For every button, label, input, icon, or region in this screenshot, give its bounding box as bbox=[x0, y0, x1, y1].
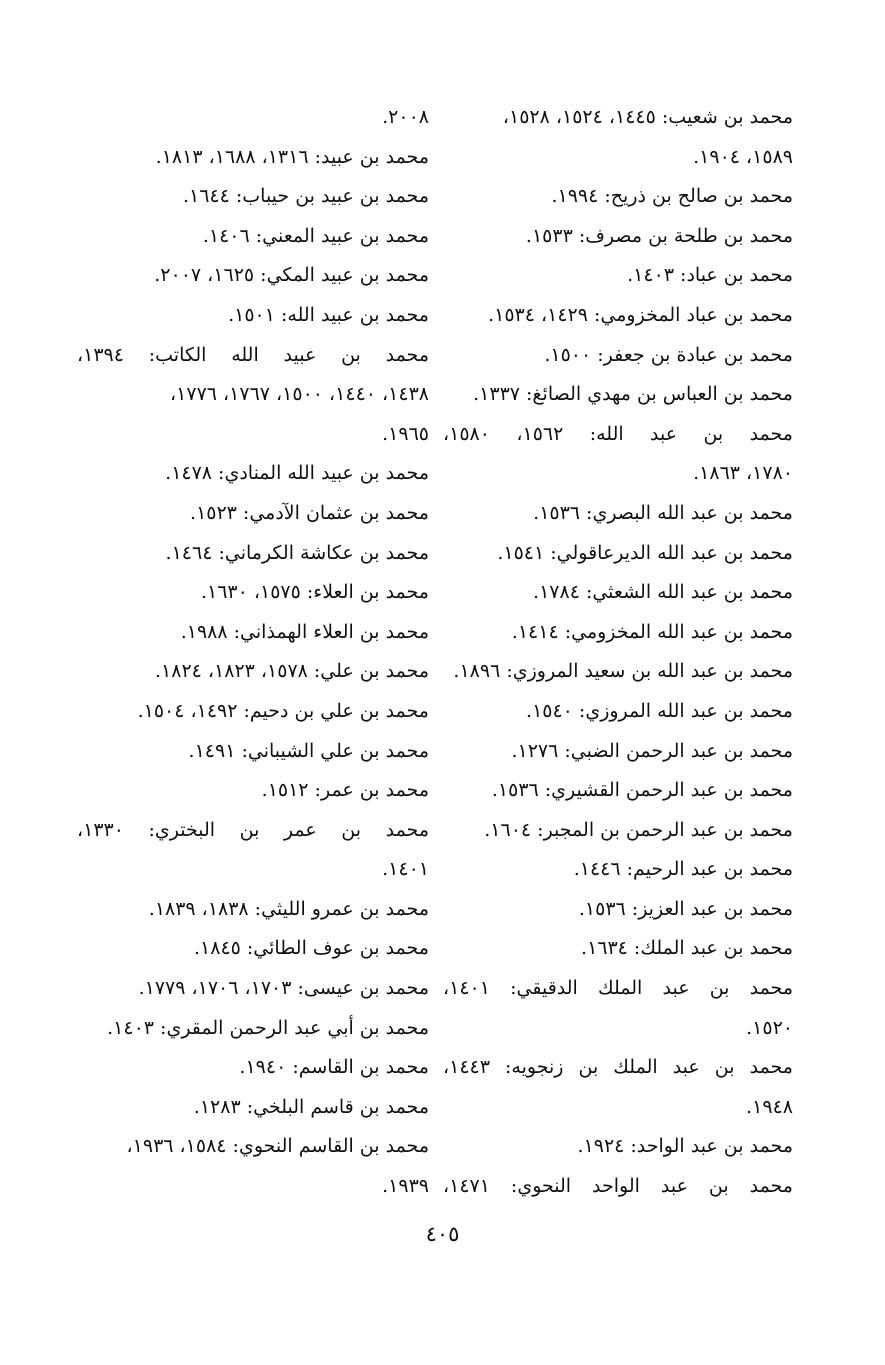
index-entry-line: محمد بن عبد الله المروزي: ١٥٤٠. bbox=[526, 699, 793, 722]
index-entry-line: ١٩٤٨. bbox=[746, 1095, 793, 1118]
index-entry-line: محمد بن عمرو الليثي: ١٨٣٨، ١٨٣٩. bbox=[148, 897, 429, 920]
index-entry-line: محمد بن عبيد الله الكاتب: ١٣٩٤، bbox=[77, 343, 429, 366]
index-entry-line: محمد بن القاسم: ١٩٤٠. bbox=[239, 1056, 429, 1079]
index-entry-line: محمد بن عبد الله المخزومي: ١٤١٤. bbox=[511, 620, 793, 643]
index-entry-line: ١٩٣٩. bbox=[382, 1175, 429, 1198]
index-entry-line: محمد بن عبد الله: ١٥٦٢، ١٥٨٠، bbox=[443, 422, 793, 445]
index-entry-line: محمد بن عبد الملك بن زنجويه: ١٤٤٣، bbox=[443, 1056, 793, 1079]
index-entry-line: محمد بن عبيد: ١٣١٦، ١٦٨٨، ١٨١٣. bbox=[155, 145, 429, 168]
index-entry-line: محمد بن عبيد الله المنادي: ١٤٧٨. bbox=[165, 462, 429, 485]
index-entry-line: محمد بن عبد الله بن سعيد المروزي: ١٨٩٦. bbox=[453, 660, 793, 683]
index-entry-line: محمد بن العباس بن مهدي الصائغ: ١٣٣٧. bbox=[473, 383, 793, 406]
index-entry-line: محمد بن عكاشة الكرماني: ١٤٦٤. bbox=[165, 541, 429, 564]
index-column-left bbox=[77, 98, 429, 1207]
index-entry-line: محمد بن عبد الله الديرعاقولي: ١٥٤١. bbox=[497, 541, 793, 564]
index-entry-line: محمد بن عبد الملك: ١٦٣٤. bbox=[581, 937, 793, 960]
index-entry-line: ١٧٨٠، ١٨٦٣. bbox=[693, 462, 793, 485]
index-entry-line: محمد بن عوف الطائي: ١٨٤٥. bbox=[193, 937, 429, 960]
index-entry-line: محمد بن عباد المخزومي: ١٤٢٩، ١٥٣٤. bbox=[488, 303, 793, 326]
index-entry-line: محمد بن عبيد المعني: ١٤٠٦. bbox=[202, 224, 429, 247]
index-entry-line: ٢٠٠٨. bbox=[382, 106, 429, 128]
index-entry-line: محمد بن عبد الملك الدقيقي: ١٤٠١، bbox=[443, 977, 793, 1000]
index-entry-line: محمد بن عثمان الآدمي: ١٥٢٣. bbox=[190, 501, 429, 524]
index-entry-line: محمد بن عبد الرحمن الضبي: ١٢٧٦. bbox=[511, 739, 793, 762]
index-entry-line: محمد بن عبيد بن حيباب: ١٦٤٤. bbox=[182, 185, 429, 208]
index-entry-line: محمد بن عبد الله البصري: ١٥٣٦. bbox=[533, 501, 793, 524]
index-entry-line: محمد بن عيسى: ١٧٠٣، ١٧٠٦، ١٧٧٩. bbox=[138, 977, 429, 1000]
index-entry-line: محمد بن عمر: ١٥١٢. bbox=[261, 779, 429, 802]
index-entry-line: ١٤٣٨، ١٤٤٠، ١٥٠٠، ١٧٦٧، ١٧٧٦، bbox=[170, 383, 429, 406]
index-entry-line: محمد بن عبد الواحد النحوي: ١٤٧١، bbox=[443, 1175, 793, 1198]
index-entry-line: محمد بن عبيد الله: ١٥٠١. bbox=[228, 303, 429, 326]
index-entry-line: محمد بن علي الشيباني: ١٤٩١. bbox=[188, 739, 429, 762]
index-entry-line: محمد بن عبد الله الشعثي: ١٧٨٤. bbox=[533, 581, 793, 604]
index-entry-line: محمد بن قاسم البلخي: ١٢٨٣. bbox=[193, 1095, 429, 1118]
index-entry-line: ١٩٦٥. bbox=[382, 422, 429, 445]
index-entry-line: محمد بن عبيد المكي: ١٦٢٥، ٢٠٠٧. bbox=[154, 264, 429, 287]
page-number: ٤٠٥ bbox=[425, 1222, 460, 1246]
index-entry-line: محمد بن عبادة بن جعفر: ١٥٠٠. bbox=[544, 343, 793, 366]
index-entry-line: ١٥٢٠. bbox=[746, 1016, 793, 1039]
index-entry-line: ١٤٠١. bbox=[382, 858, 429, 881]
index-entry-line: محمد بن عبد الرحمن بن المجبر: ١٦٠٤. bbox=[484, 818, 793, 841]
index-column-right bbox=[443, 98, 793, 1207]
index-entry-line: محمد بن عبد الرحمن القشيري: ١٥٣٦. bbox=[491, 779, 793, 802]
index-entry-line: محمد بن طلحة بن مصرف: ١٥٣٣. bbox=[525, 224, 793, 247]
index-entry-line: محمد بن علي بن دحيم: ١٤٩٢، ١٥٠٤. bbox=[137, 699, 429, 722]
index-entry-line: محمد بن عبد الواحد: ١٩٢٤. bbox=[577, 1135, 793, 1158]
index-entry-line: محمد بن عمر بن البختري: ١٣٣٠، bbox=[77, 818, 429, 841]
index-entry-line: محمد بن العلاء الهمذاني: ١٩٨٨. bbox=[180, 620, 429, 643]
index-entry-line: ١٥٨٩، ١٩٠٤. bbox=[693, 145, 793, 168]
index-entry-line: محمد بن أبي عبد الرحمن المقري: ١٤٠٣. bbox=[107, 1016, 429, 1039]
index-entry-line: محمد بن شعيب: ١٤٤٥، ١٥٢٤، ١٥٢٨، bbox=[502, 106, 793, 128]
index-entry-line: محمد بن العلاء: ١٥٧٥، ١٦٣٠. bbox=[200, 581, 429, 604]
index-entry-line: محمد بن صالح بن ذريح: ١٩٩٤. bbox=[551, 185, 793, 208]
index-entry-line: محمد بن عباد: ١٤٠٣. bbox=[627, 264, 793, 287]
index-entry-line: محمد بن القاسم النحوي: ١٥٨٤، ١٩٣٦، bbox=[126, 1135, 429, 1158]
index-entry-line: محمد بن علي: ١٥٧٨، ١٨٢٣، ١٨٢٤. bbox=[154, 660, 429, 683]
index-entry-line: محمد بن عبد الرحيم: ١٤٤٦. bbox=[573, 858, 793, 881]
index-entry-line: محمد بن عبد العزيز: ١٥٣٦. bbox=[578, 897, 793, 920]
